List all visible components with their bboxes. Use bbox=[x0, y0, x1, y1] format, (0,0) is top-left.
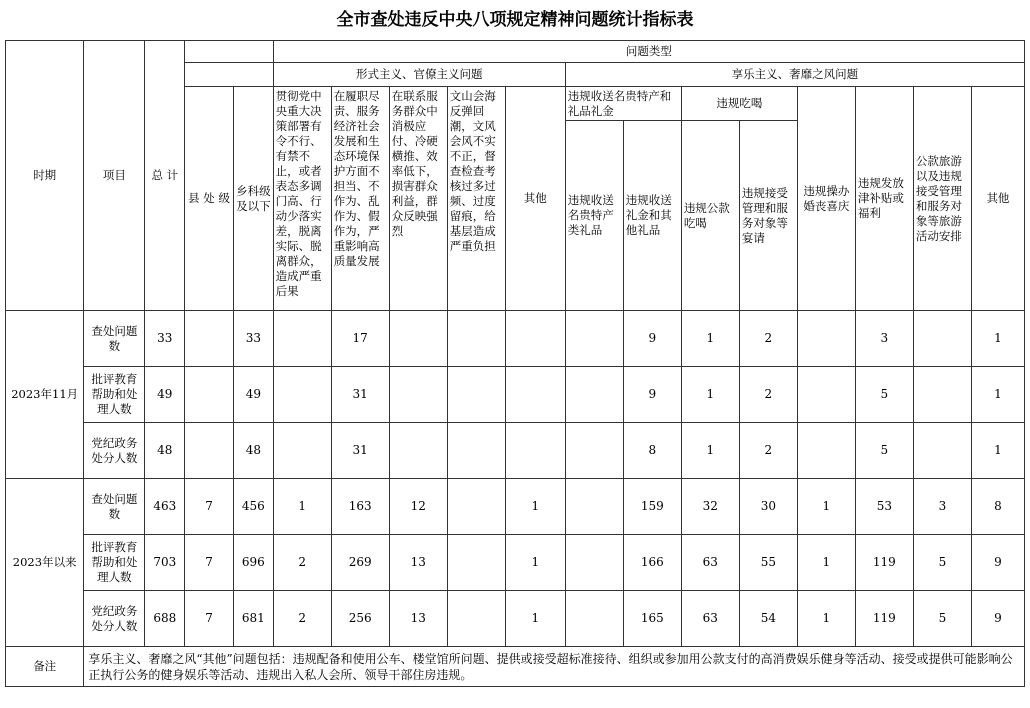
table-cell: 49 bbox=[233, 367, 273, 423]
table-cell: 1 bbox=[505, 591, 565, 647]
table-cell: 33 bbox=[233, 311, 273, 367]
header-h8: 其他 bbox=[971, 87, 1024, 311]
header-f2: 在履职尽责、服务经济社会发展和生态环境保护方面不担当、不作为、乱作为、假作为，严重影响高质量发展 bbox=[331, 87, 389, 311]
table-cell: 159 bbox=[623, 479, 681, 535]
table-row bbox=[6, 535, 1025, 591]
table-cell: 1 bbox=[797, 591, 855, 647]
table-cell: 33 bbox=[145, 311, 185, 367]
table-cell: 7 bbox=[185, 535, 234, 591]
table-cell: 1 bbox=[273, 479, 331, 535]
header-gift-group: 违规收送名贵特产和礼品礼金 bbox=[565, 87, 681, 121]
table-cell: 7 bbox=[185, 591, 234, 647]
table-cell: 5 bbox=[913, 591, 971, 647]
table-cell bbox=[913, 311, 971, 367]
table-cell: 3 bbox=[855, 311, 913, 367]
row-item: 党纪政务处分人数 bbox=[84, 423, 145, 479]
header-f3: 在联系服务群众中消极应付、冷硬横推、效率低下，损害群众利益，群众反映强烈 bbox=[389, 87, 447, 311]
table-cell: 681 bbox=[233, 591, 273, 647]
table-cell: 63 bbox=[681, 591, 739, 647]
table-cell bbox=[273, 423, 331, 479]
table-cell: 166 bbox=[623, 535, 681, 591]
table-cell bbox=[797, 367, 855, 423]
table-cell: 8 bbox=[623, 423, 681, 479]
header-problem-type: 问题类型 bbox=[273, 41, 1024, 63]
table-cell: 53 bbox=[855, 479, 913, 535]
table-cell bbox=[797, 311, 855, 367]
table-cell bbox=[565, 479, 623, 535]
row-item: 党纪政务处分人数 bbox=[84, 591, 145, 647]
table-row bbox=[6, 479, 1025, 535]
table-cell: 688 bbox=[145, 591, 185, 647]
table-cell bbox=[447, 367, 505, 423]
table-row bbox=[6, 423, 1025, 479]
table-cell: 12 bbox=[389, 479, 447, 535]
table-cell: 119 bbox=[855, 591, 913, 647]
table-cell: 2 bbox=[273, 535, 331, 591]
table-cell: 17 bbox=[331, 311, 389, 367]
table-cell: 703 bbox=[145, 535, 185, 591]
header-total: 总 计 bbox=[145, 41, 185, 311]
table-cell bbox=[447, 535, 505, 591]
header-h1: 违规收送名贵特产类礼品 bbox=[565, 121, 623, 311]
table-cell: 9 bbox=[623, 311, 681, 367]
table-cell: 1 bbox=[971, 367, 1024, 423]
period-label: 2023年11月 bbox=[6, 311, 84, 479]
table-cell: 256 bbox=[331, 591, 389, 647]
table-cell bbox=[185, 423, 234, 479]
row-item: 批评教育帮助和处理人数 bbox=[84, 367, 145, 423]
row-item: 查处问题数 bbox=[84, 479, 145, 535]
table-cell: 7 bbox=[185, 479, 234, 535]
table-cell bbox=[565, 591, 623, 647]
table-cell bbox=[447, 591, 505, 647]
table-cell bbox=[273, 367, 331, 423]
table-cell bbox=[505, 367, 565, 423]
note-text: 享乐主义、奢靡之风“其他”问题包括：违规配备和使用公车、楼堂馆所问题、提供或接受超标准接待、组织或参加用公款支付的高消费娱乐健身等活动、接受或提供可能影响公正执行公务的健身娱乐等活动、违规出入私人会所、领导干部住房违规。 bbox=[84, 647, 1025, 687]
table-cell: 165 bbox=[623, 591, 681, 647]
table-cell: 1 bbox=[505, 479, 565, 535]
table-cell: 9 bbox=[971, 591, 1024, 647]
table-cell: 1 bbox=[681, 423, 739, 479]
period-label: 2023年以来 bbox=[6, 479, 84, 647]
table-cell bbox=[505, 311, 565, 367]
page-title: 全市查处违反中央八项规定精神问题统计指标表 bbox=[336, 10, 694, 30]
table-cell bbox=[447, 311, 505, 367]
table-cell: 2 bbox=[739, 367, 797, 423]
row-item: 查处问题数 bbox=[84, 311, 145, 367]
table-cell bbox=[447, 423, 505, 479]
table-cell: 30 bbox=[739, 479, 797, 535]
table-cell: 2 bbox=[273, 591, 331, 647]
table-cell bbox=[389, 423, 447, 479]
table-cell: 1 bbox=[681, 367, 739, 423]
statistics-table bbox=[5, 40, 1025, 687]
table-cell: 5 bbox=[855, 423, 913, 479]
header-f5: 其他 bbox=[505, 87, 565, 311]
table-row bbox=[6, 367, 1025, 423]
table-cell: 269 bbox=[331, 535, 389, 591]
note-label: 备注 bbox=[6, 647, 84, 687]
header-h3: 违规公款吃喝 bbox=[681, 121, 739, 311]
header-item: 项目 bbox=[84, 41, 145, 311]
header-h6: 违规发放津补贴或福利 bbox=[855, 87, 913, 311]
header-f1: 贯彻党中央重大决策部署有令不行、有禁不止，或者表态多调门高、行动少落实差，脱离实际、脱离群众，造成严重后果 bbox=[273, 87, 331, 311]
table-cell bbox=[565, 311, 623, 367]
table-cell bbox=[565, 423, 623, 479]
header-f4: 文山会海反弹回潮，文风会风不实不正，督查检查考核过多过频、过度留痕，给基层造成严重负担 bbox=[447, 87, 505, 311]
header-dining-group: 违规吃喝 bbox=[681, 87, 797, 121]
table-row bbox=[6, 311, 1025, 367]
table-cell: 2 bbox=[739, 311, 797, 367]
table-cell: 1 bbox=[797, 535, 855, 591]
table-cell: 48 bbox=[145, 423, 185, 479]
table-cell: 1 bbox=[971, 423, 1024, 479]
header-blank-2 bbox=[185, 63, 274, 87]
table-cell bbox=[185, 367, 234, 423]
table-cell bbox=[185, 311, 234, 367]
header-h4: 违规接受管理和服务对象等宴请 bbox=[739, 121, 797, 311]
table-cell bbox=[797, 423, 855, 479]
table-cell bbox=[389, 311, 447, 367]
table-cell: 1 bbox=[681, 311, 739, 367]
table-cell bbox=[565, 367, 623, 423]
table-cell: 3 bbox=[913, 479, 971, 535]
table-cell: 13 bbox=[389, 535, 447, 591]
row-item: 批评教育帮助和处理人数 bbox=[84, 535, 145, 591]
header-formalism: 形式主义、官僚主义问题 bbox=[273, 63, 565, 87]
header-h7: 公款旅游以及违规接受管理和服务对象等旅游活动安排 bbox=[913, 87, 971, 311]
table-cell: 48 bbox=[233, 423, 273, 479]
table-cell: 31 bbox=[331, 367, 389, 423]
table-cell bbox=[273, 311, 331, 367]
table-cell: 9 bbox=[971, 535, 1024, 591]
header-h2: 违规收送礼金和其他礼品 bbox=[623, 121, 681, 311]
table-cell: 63 bbox=[681, 535, 739, 591]
table-cell bbox=[565, 535, 623, 591]
table-cell: 163 bbox=[331, 479, 389, 535]
table-cell: 463 bbox=[145, 479, 185, 535]
table-cell: 13 bbox=[389, 591, 447, 647]
table-row bbox=[6, 591, 1025, 647]
table-cell: 1 bbox=[797, 479, 855, 535]
header-period: 时期 bbox=[6, 41, 84, 311]
table-cell bbox=[505, 423, 565, 479]
table-cell bbox=[389, 367, 447, 423]
header-hedonism: 享乐主义、奢靡之风问题 bbox=[565, 63, 1024, 87]
header-h5: 违规操办婚丧喜庆 bbox=[797, 87, 855, 311]
header-county: 县 处 级 bbox=[185, 87, 234, 311]
table-cell: 8 bbox=[971, 479, 1024, 535]
table-cell: 1 bbox=[971, 311, 1024, 367]
table-cell: 32 bbox=[681, 479, 739, 535]
table-cell: 456 bbox=[233, 479, 273, 535]
table-cell: 2 bbox=[739, 423, 797, 479]
table-cell bbox=[447, 479, 505, 535]
header-township: 乡科级及以下 bbox=[233, 87, 273, 311]
table-cell: 5 bbox=[855, 367, 913, 423]
table-cell: 9 bbox=[623, 367, 681, 423]
table-cell bbox=[913, 423, 971, 479]
table-cell: 5 bbox=[913, 535, 971, 591]
table-cell bbox=[913, 367, 971, 423]
header-blank bbox=[185, 41, 274, 63]
table-cell: 49 bbox=[145, 367, 185, 423]
table-cell: 31 bbox=[331, 423, 389, 479]
table-cell: 55 bbox=[739, 535, 797, 591]
table-cell: 696 bbox=[233, 535, 273, 591]
table-cell: 119 bbox=[855, 535, 913, 591]
table-cell: 1 bbox=[505, 535, 565, 591]
table-cell: 54 bbox=[739, 591, 797, 647]
